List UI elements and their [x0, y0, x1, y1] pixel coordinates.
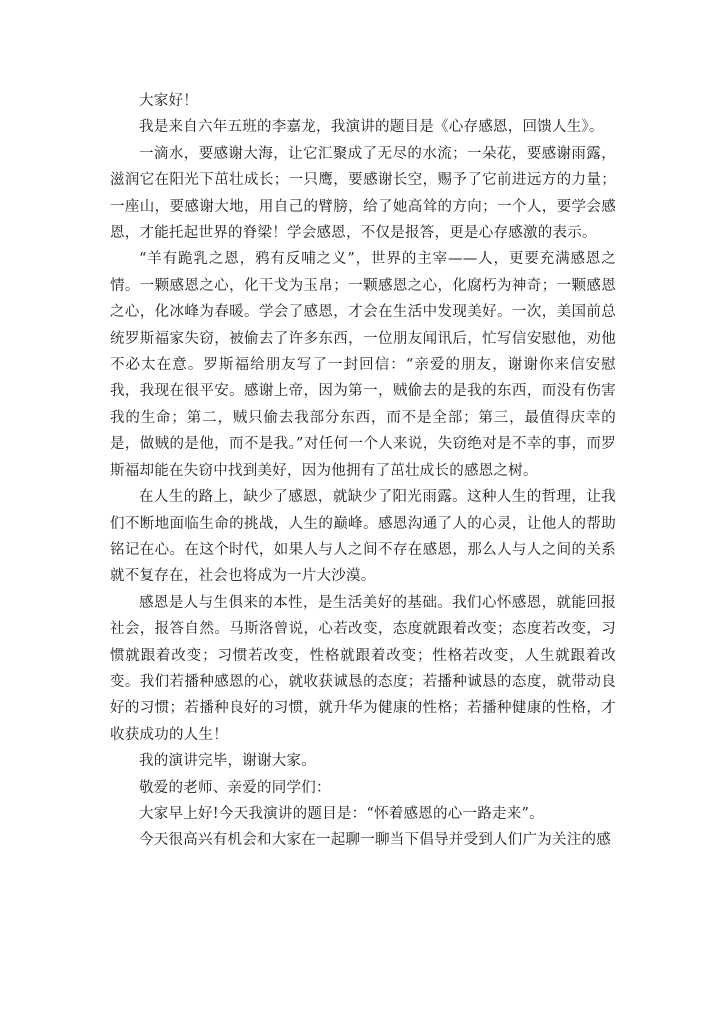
paragraph-maslow: 感恩是人与生俱来的本性，是生活美好的基础。我们心怀感恩，就能回报社会，报答自然。马斯洛曾说，心若改变，态度就跟着改变；态度若改变，习惯就跟着改变；习惯若改变，性格就跟着改变；性格若改变，人生就跟着改变。我们若播种感恩的心，就收获诚恳的态度；若播种诚恳的态度，就带动良好的习惯；若播种良好的习惯，就升华为健康的性格；若播种健康的性格，才收获成功的人生！	[110, 594, 616, 743]
paragraph-roosevelt-story: “羊有跪乳之恩，鸦有反哺之义”，世界的主宰——人，更要充满感恩之情。一颗感恩之心，化干戈为玉帛；一颗感恩之心，化腐朽为神奇；一颗感恩之心，化冰峰为春暖。学会了感恩，才会在生活中发现美好。一次，美国前总统罗斯福家失窃，被偷去了许多东西，一位朋友闻讯后，忙写信安慰他，劝他不必太在意。罗斯福给朋友写了一封回信：“亲爱的朋友，谢谢你来信安慰我，我现在很平安。感谢上帝，因为第一，贼偷去的是我的东西，而没有伤害我的生命；第二，贼只偷去我部分东西，而不是全部；第三，最值得庆幸的是，做贼的是他，而不是我。”对任何一个人来说，失窃绝对是不幸的事，而罗斯福却能在失窃中找到美好，因为他拥有了茁壮成长的感恩之树。	[110, 251, 616, 479]
paragraph-intro: 我是来自六年五班的李嘉龙，我演讲的题目是《心存感恩，回馈人生》。	[139, 119, 604, 136]
paragraph-opening-line: 今天很高兴有机会和大家在一起聊一聊当下倡导并受到人们广为关注的感	[139, 832, 611, 849]
document-page	[110, 88, 616, 854]
paragraph-speech-title: 大家早上好!今天我演讲的题目是：“怀着感恩的心一路走来”。	[139, 805, 544, 822]
paragraph-greeting: 大家好！	[139, 93, 198, 109]
paragraph-closing: 我的演讲完毕，谢谢大家。	[139, 753, 316, 770]
paragraph-salutation: 敬爱的老师、亲爱的同学们：	[139, 779, 331, 796]
paragraph-gratitude-nature: 一滴水，要感谢大海，让它汇聚成了无尽的水流；一朵花，要感谢雨露，滋润它在阳光下茁壮成长；一只鹰，要感谢长空，赐予了它前进远方的力量；一座山，要感谢大地，用自己的臂膀，给了她高耸的方向；一个人，要学会感恩，才能托起世界的脊梁！学会感恩，不仅是报答，更是心存感激的表示。	[110, 145, 616, 242]
paragraph-life-road: 在人生的路上，缺少了感恩，就缺少了阳光雨露。这种人生的哲理，让我们不断地面临生命的挑战，人生的巅峰。感恩沟通了人的心灵，让他人的帮助铭记在心。在这个时代，如果人与人之间不存在感恩，那么人与人之间的关系就不复存在，社会也将成为一片大沙漠。	[110, 489, 616, 585]
